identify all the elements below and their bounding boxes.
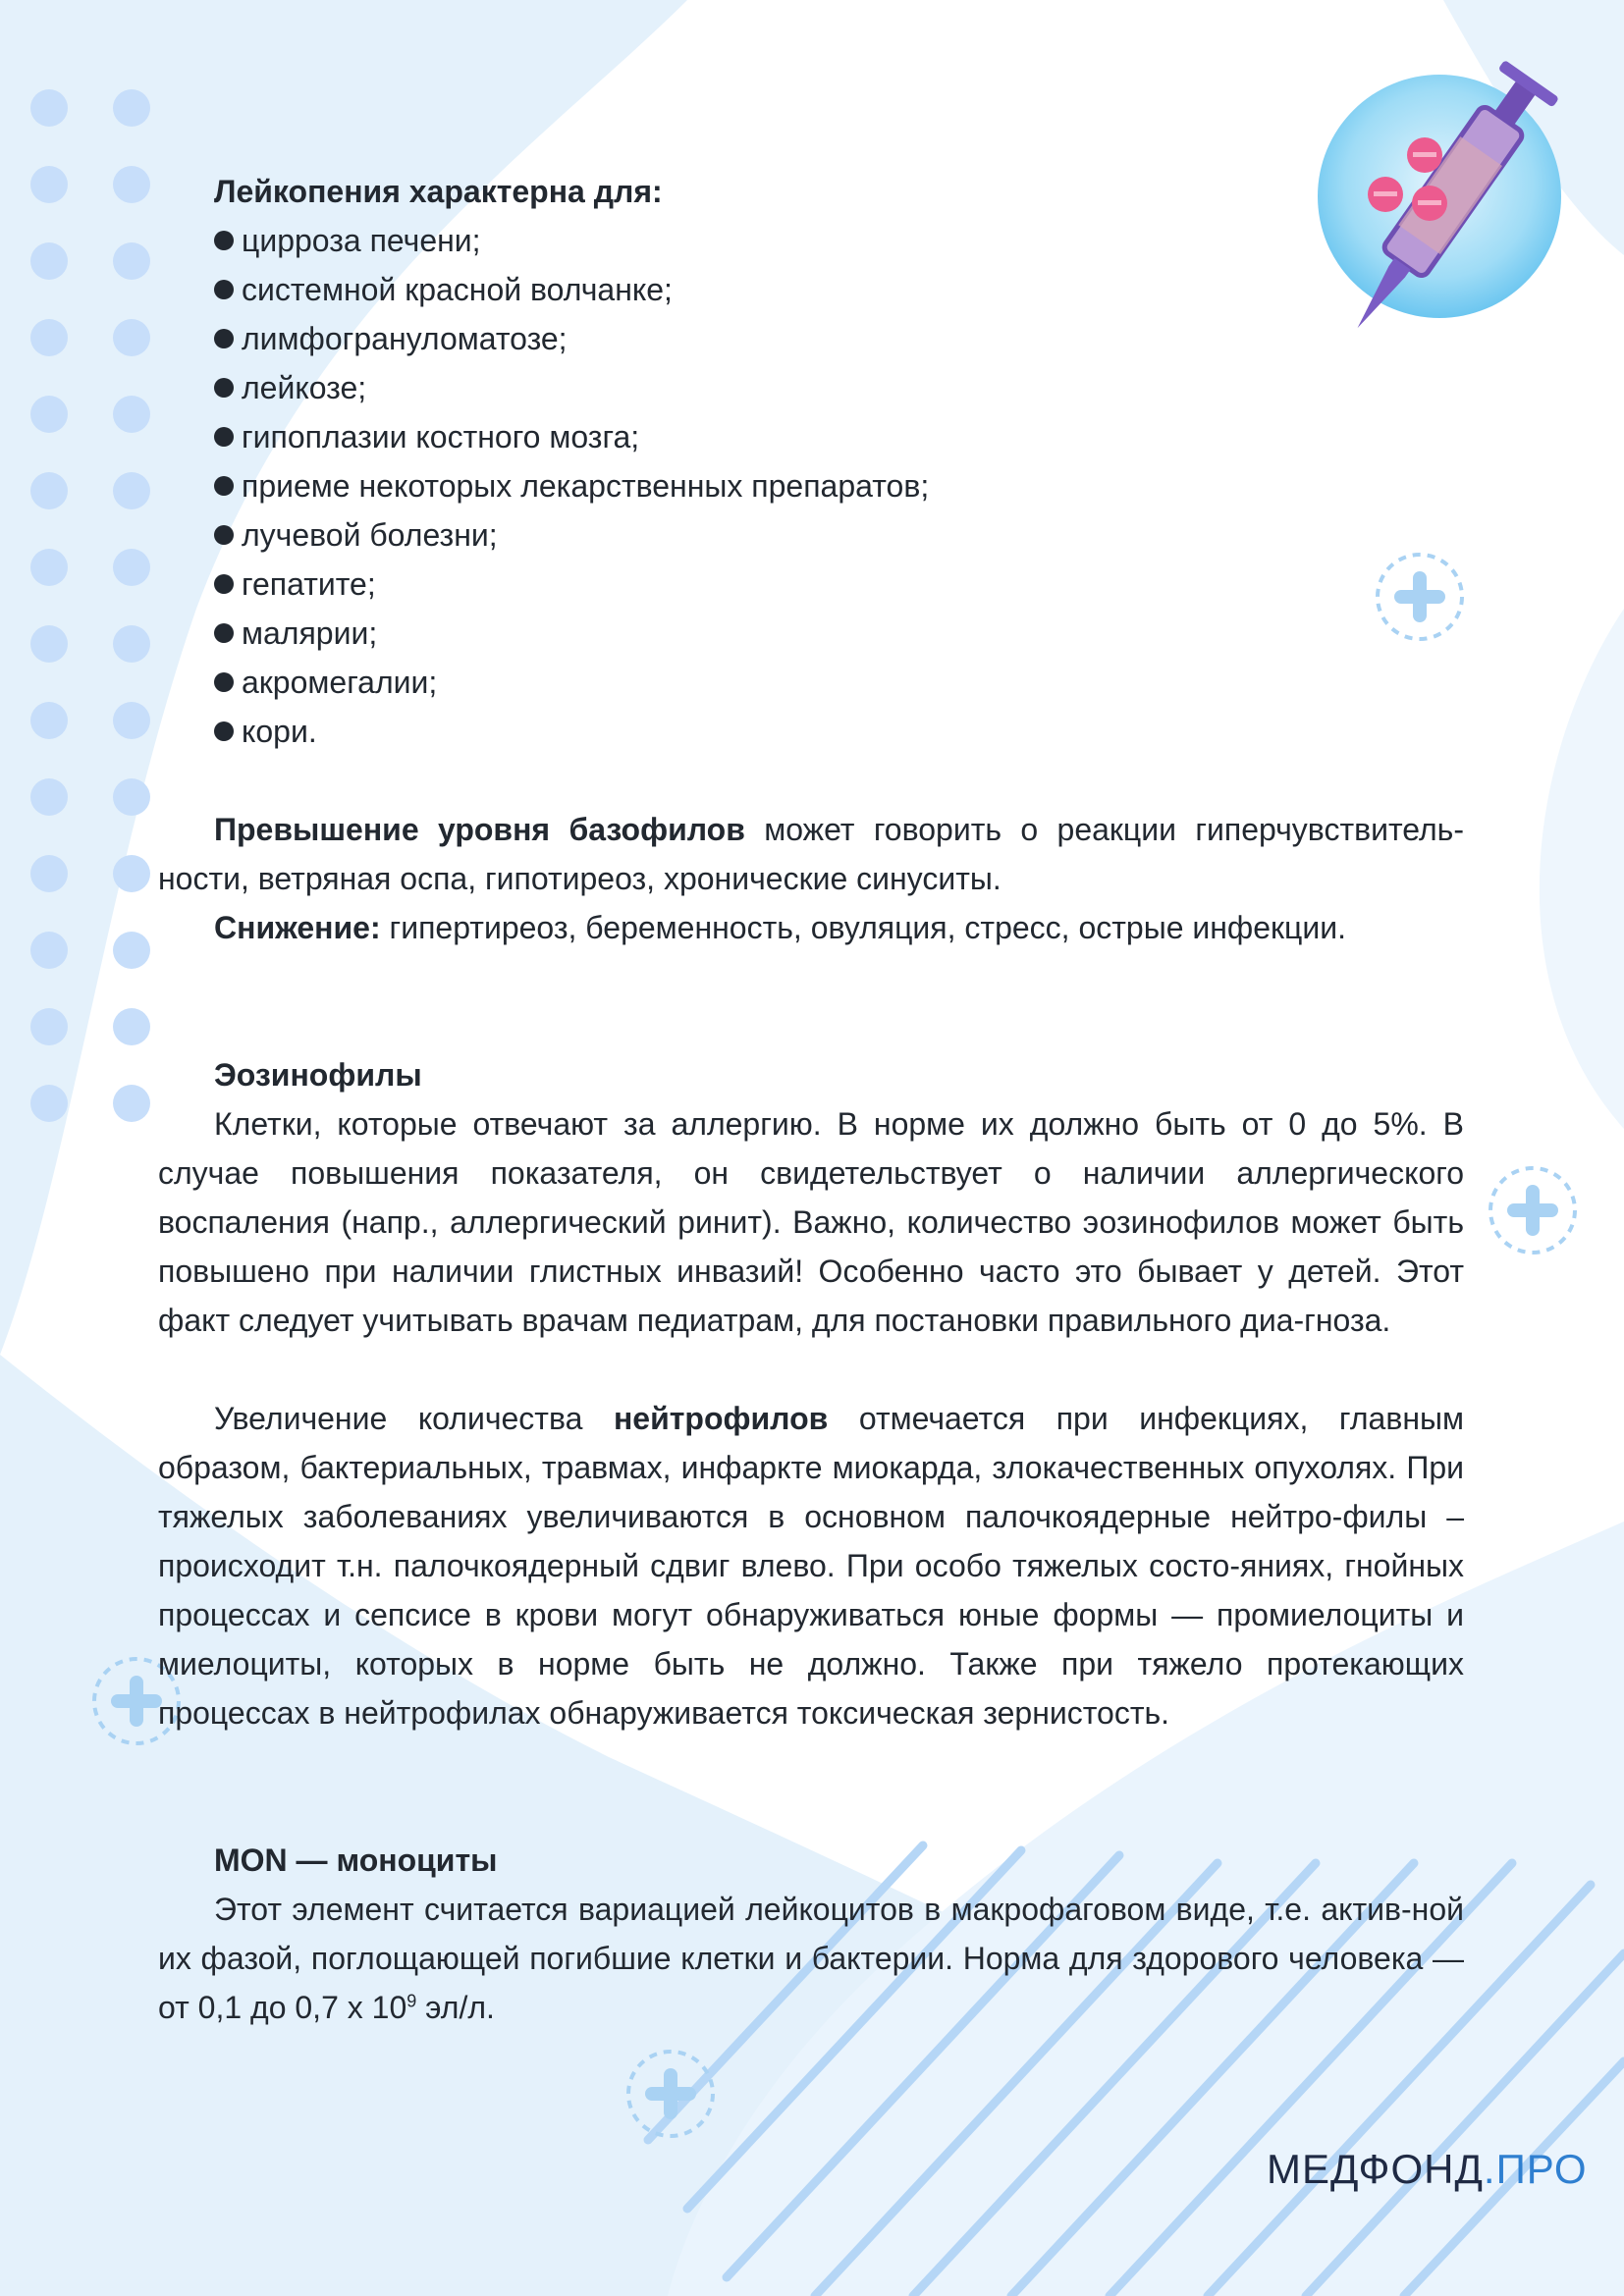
monocytes-paragraph — [158, 1885, 1464, 2032]
monocytes-exponent: 9 — [406, 1991, 417, 2011]
leukopenia-item: цирроза печени; — [214, 216, 1464, 265]
eosinophils-heading: Эозинофилы — [214, 1057, 422, 1093]
basophils-paragraph — [158, 805, 1464, 903]
monocytes-text: Этот элемент считается вариацией лейкоцитов в макрофаговом виде, т.е. актив-ной их фазой, поглощающей погибшие клетки и бактерии. Норма для здорового человека — от 0,1 до 0,7 x 10 — [158, 1892, 1464, 2025]
monocytes-heading: MON — моноциты — [214, 1842, 498, 1878]
leukopenia-item: системной красной волчанке; — [214, 265, 1464, 314]
leukopenia-heading: Лейкопения характерна для: — [214, 174, 663, 209]
decrease-text: гипертиреоз, беременность, овуляция, стресс, острые инфекции. — [380, 910, 1347, 945]
brand-name: МЕДФОНД — [1267, 2146, 1484, 2192]
article-body — [158, 167, 1464, 2032]
neutrophils-paragraph — [158, 1394, 1464, 1737]
brand-suffix: .ПРО — [1483, 2146, 1588, 2192]
leukopenia-item: гепатите; — [214, 560, 1464, 609]
neutrophils-bold: нейтрофилов — [613, 1401, 829, 1436]
leukopenia-item: малярии; — [214, 609, 1464, 658]
neutrophils-text-before: Увеличение количества — [214, 1401, 614, 1436]
decrease-label: Снижение: — [214, 910, 381, 945]
monocytes-text-end: эл/л. — [416, 1990, 495, 2025]
neutrophils-text-after: отмечается при инфекциях, главным образом, бактериальных, травмах, инфаркте миокарда, злокачественных опухолях. При тяжелых заболеваниях увеличиваются в основном палочкоядерные нейтро-филы – происходит т.н. палочкоядерный сдвиг влево. При особо тяжелых состо-яниях, гнойных процессах и сепсисе в крови могут обнаруживаться юные формы — промиелоциты и миелоциты, которых в норме быть не должно. Также при тяжело протекающих процессах в нейтрофилах обнаруживается токсическая зернистость. — [158, 1401, 1465, 1731]
basophils-text: может говорить о реакции гиперчувствитель-ности, ветряная оспа, гипотиреоз, хронические синуситы. — [158, 812, 1465, 896]
basophils-decrease-paragraph — [158, 903, 1464, 952]
leukopenia-item: приеме некоторых лекарственных препаратов; — [214, 461, 1464, 510]
leukopenia-item: акромегалии; — [214, 658, 1464, 707]
basophils-bold: Превышение уровня базофилов — [214, 812, 745, 847]
leukopenia-item: кори. — [214, 707, 1464, 756]
leukopenia-item: лимфогрануломатозе; — [214, 314, 1464, 363]
brand-logo — [1267, 2145, 1588, 2194]
leukopenia-item: лейкозе; — [214, 363, 1464, 412]
leukopenia-list — [158, 216, 1464, 756]
leukopenia-item: гипоплазии костного мозга; — [214, 412, 1464, 461]
eosinophils-paragraph: Клетки, которые отвечают за аллергию. В норме их должно быть от 0 до 5%. В случае повышения показателя, он свидетельствует о наличии аллергического воспаления (напр., аллергический ринит). Важно, количество эозинофилов может быть повышено при наличии глистных инвазий! Особенно часто это бывает у детей. Этот факт следует учитывать врачам педиатрам, для постановки правильного диа-гноза. — [158, 1106, 1464, 1338]
leukopenia-item: лучевой болезни; — [214, 510, 1464, 560]
